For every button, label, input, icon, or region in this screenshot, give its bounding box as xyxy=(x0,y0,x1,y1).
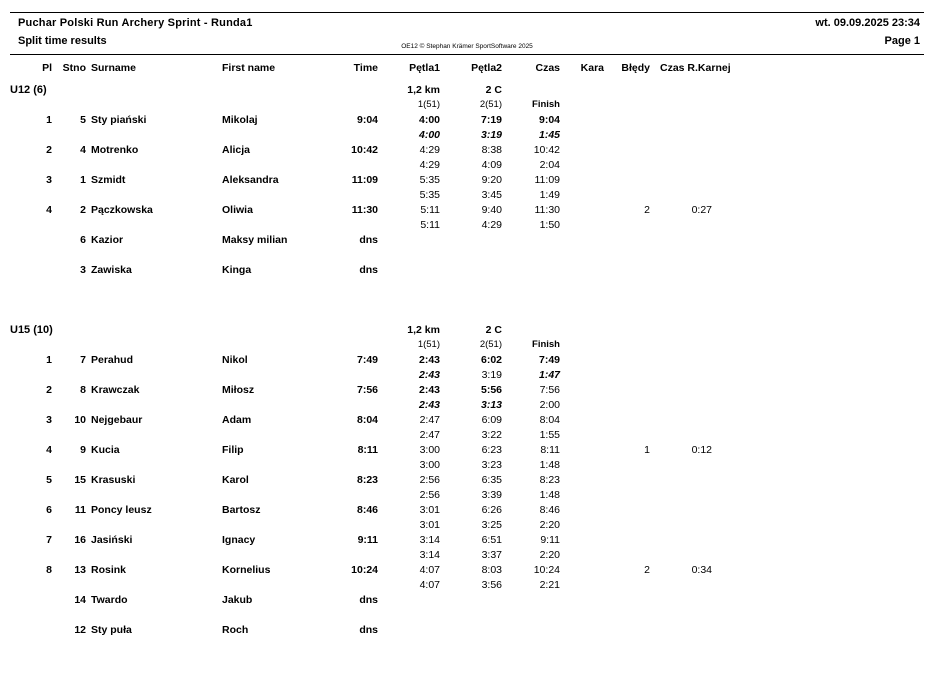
leg-petla1: 2:56 xyxy=(419,489,440,501)
split-petla1: 5:35 xyxy=(419,174,440,186)
leg-finish: 1:48 xyxy=(539,459,560,471)
leg-petla2: 3:23 xyxy=(481,459,502,471)
col-header-stno: Stno xyxy=(62,62,86,74)
surname: Nejgebaur xyxy=(91,414,143,426)
table-row xyxy=(18,564,918,594)
leg-petla1: 2:47 xyxy=(419,429,440,441)
table-row xyxy=(18,444,918,474)
surname: Sty puła xyxy=(91,624,132,636)
table-row xyxy=(18,504,918,534)
leg-petla1: 4:00 xyxy=(418,129,440,141)
results-table xyxy=(10,62,918,654)
table-row xyxy=(18,384,918,414)
col-header-czas: Czas xyxy=(535,62,560,74)
split-finish: 10:24 xyxy=(533,564,560,576)
start-number: 5 xyxy=(80,114,86,126)
leg-petla1: 3:01 xyxy=(419,519,440,531)
leg-petla1: 2:43 xyxy=(418,369,440,381)
surname: Sty piański xyxy=(91,114,147,126)
leg-petla2: 3:25 xyxy=(481,519,502,531)
split-petla2: 7:19 xyxy=(480,114,502,126)
first-name: Ignacy xyxy=(222,534,256,546)
table-row xyxy=(18,414,918,444)
col-header-bledy: Błędy xyxy=(621,62,650,74)
leg-finish: 1:47 xyxy=(538,369,560,381)
status-badge: dns xyxy=(359,264,378,276)
col-header-rkarnej: Czas R.Karnej xyxy=(660,62,731,74)
start-number: 9 xyxy=(80,444,86,456)
surname: Pączkowska xyxy=(91,204,153,216)
place: 5 xyxy=(46,474,52,486)
total-time: 9:11 xyxy=(357,534,378,546)
split-finish: 7:49 xyxy=(538,354,560,366)
place: 1 xyxy=(46,354,52,366)
leg-finish: 1:49 xyxy=(539,189,560,201)
start-number: 16 xyxy=(74,534,86,546)
header-bottom-rule xyxy=(10,54,924,55)
leg-finish: 2:00 xyxy=(539,399,560,411)
bledy: 2 xyxy=(644,204,650,216)
page-header xyxy=(10,12,924,54)
class-header xyxy=(10,84,918,114)
czas-r-karnej: 0:34 xyxy=(691,564,712,576)
first-name: Maksy milian xyxy=(222,234,288,246)
leg-finish: 2:20 xyxy=(539,519,560,531)
czas-control: Finish xyxy=(532,339,560,350)
start-number: 11 xyxy=(74,504,86,516)
total-time: 10:24 xyxy=(351,564,378,576)
split-finish: 8:46 xyxy=(539,504,560,516)
surname: Krasuski xyxy=(91,474,136,486)
split-finish: 10:42 xyxy=(533,144,560,156)
col-header-petla1: Pętla1 xyxy=(409,62,440,74)
total-time: 8:23 xyxy=(356,474,378,486)
split-petla2: 6:35 xyxy=(481,474,502,486)
first-name: Miłosz xyxy=(222,384,255,396)
place: 4 xyxy=(46,444,52,456)
surname: Kazior xyxy=(91,234,124,246)
split-petla2: 6:26 xyxy=(481,504,502,516)
surname: Kucia xyxy=(91,444,120,456)
start-number: 13 xyxy=(74,564,86,576)
split-petla1: 3:00 xyxy=(419,444,440,456)
split-petla1: 4:29 xyxy=(419,144,440,156)
split-petla1: 5:11 xyxy=(420,204,440,216)
col-header-pl: Pl xyxy=(42,62,52,74)
table-column-headers xyxy=(18,62,918,84)
leg-petla2: 4:09 xyxy=(481,159,502,171)
status-badge: dns xyxy=(359,234,378,246)
first-name: Alicja xyxy=(222,144,251,156)
place: 1 xyxy=(46,114,52,126)
table-row xyxy=(18,474,918,504)
split-petla1: 2:47 xyxy=(419,414,440,426)
status-badge: dns xyxy=(359,624,378,636)
leg-petla1: 4:29 xyxy=(419,159,440,171)
leg-petla1: 2:43 xyxy=(418,399,440,411)
split-finish: 8:04 xyxy=(539,414,560,426)
place: 4 xyxy=(46,204,52,216)
table-row xyxy=(18,204,918,234)
leg-petla2: 3:39 xyxy=(481,489,502,501)
first-name: Karol xyxy=(222,474,249,486)
start-number: 6 xyxy=(80,234,86,246)
bledy: 2 xyxy=(644,564,650,576)
start-number: 1 xyxy=(80,174,86,186)
first-name: Adam xyxy=(222,414,252,426)
table-row-dns xyxy=(18,624,918,654)
czas-r-karnej: 0:27 xyxy=(691,204,712,216)
split-petla1: 2:43 xyxy=(418,384,440,396)
leg-finish: 1:55 xyxy=(539,429,560,441)
czas-control: Finish xyxy=(532,99,560,110)
leg-petla1: 3:00 xyxy=(419,459,440,471)
table-row xyxy=(18,174,918,204)
first-name: Filip xyxy=(222,444,244,456)
split-finish: 11:30 xyxy=(534,204,560,216)
leg-petla2: 3:22 xyxy=(481,429,502,441)
first-name: Mikolaj xyxy=(222,114,258,126)
split-petla2: 6:23 xyxy=(481,444,502,456)
leg-petla2: 3:13 xyxy=(480,399,502,411)
place: 7 xyxy=(46,534,52,546)
surname: Rosink xyxy=(91,564,127,576)
first-name: Kornelius xyxy=(222,564,271,576)
leg-petla2: 4:29 xyxy=(481,219,502,231)
first-name: Kinga xyxy=(222,264,252,276)
leg-petla2: 3:37 xyxy=(481,549,502,561)
split-petla1: 2:43 xyxy=(418,354,440,366)
leg-petla1: 5:35 xyxy=(419,189,440,201)
col-header-surname: Surname xyxy=(91,62,136,74)
total-time: 10:42 xyxy=(351,144,378,156)
first-name: Bartosz xyxy=(222,504,261,516)
table-row xyxy=(18,534,918,564)
split-finish: 8:11 xyxy=(540,444,560,456)
table-row-dns xyxy=(18,594,918,624)
leg-petla2: 3:45 xyxy=(481,189,502,201)
leg-petla1: 3:14 xyxy=(419,549,440,561)
software-credit: OE12 © Stephan Krämer SportSoftware 2025 xyxy=(401,43,533,50)
place: 2 xyxy=(46,144,52,156)
start-number: 8 xyxy=(80,384,86,396)
petla1-distance: 1,2 km xyxy=(407,324,440,336)
class-name: U12 (6) xyxy=(10,84,47,96)
split-petla1: 4:00 xyxy=(418,114,440,126)
total-time: 7:49 xyxy=(356,354,378,366)
leg-finish: 2:20 xyxy=(539,549,560,561)
split-petla2: 9:20 xyxy=(481,174,502,186)
place: 2 xyxy=(46,384,52,396)
bledy: 1 xyxy=(644,444,650,456)
surname: Twardo xyxy=(91,594,128,606)
split-finish: 9:04 xyxy=(538,114,560,126)
split-petla2: 8:03 xyxy=(481,564,502,576)
split-petla2: 9:40 xyxy=(481,204,502,216)
petla1-distance: 1,2 km xyxy=(407,84,440,96)
petla1-control: 1(51) xyxy=(417,99,440,110)
start-number: 4 xyxy=(80,144,86,156)
class-spacer xyxy=(18,294,918,324)
split-petla1: 4:07 xyxy=(419,564,440,576)
first-name: Jakub xyxy=(222,594,253,606)
col-header-time: Time xyxy=(353,62,378,74)
surname: Krawczak xyxy=(91,384,140,396)
surname: Perahud xyxy=(91,354,134,366)
leg-petla2: 3:19 xyxy=(480,129,502,141)
split-petla1: 3:14 xyxy=(419,534,440,546)
col-header-first: First name xyxy=(222,62,276,74)
total-time: 9:04 xyxy=(356,114,378,126)
split-petla2: 6:09 xyxy=(481,414,502,426)
total-time: 7:56 xyxy=(356,384,378,396)
leg-petla1: 5:11 xyxy=(420,219,440,231)
surname: Motrenko xyxy=(91,144,139,156)
petla2-distance: 2 C xyxy=(485,84,502,96)
split-petla2: 8:38 xyxy=(481,144,502,156)
table-row xyxy=(18,114,918,144)
leg-petla1: 4:07 xyxy=(419,579,440,591)
total-time: 8:11 xyxy=(357,444,378,456)
report-subtitle: Split time results xyxy=(18,35,107,47)
start-number: 2 xyxy=(80,204,86,216)
total-time: 11:09 xyxy=(351,174,378,186)
event-title: Puchar Polski Run Archery Sprint - Runda1 xyxy=(18,17,253,29)
table-row xyxy=(18,144,918,174)
table-row xyxy=(18,354,918,384)
start-number: 7 xyxy=(80,354,86,366)
czas-r-karnej: 0:12 xyxy=(691,444,712,456)
petla2-control: 2(51) xyxy=(479,99,502,110)
place: 8 xyxy=(46,564,52,576)
class-name: U15 (10) xyxy=(10,324,53,336)
table-row-dns xyxy=(18,234,918,264)
place: 3 xyxy=(46,174,52,186)
split-petla1: 3:01 xyxy=(419,504,440,516)
start-number: 3 xyxy=(80,264,86,276)
leg-finish: 1:48 xyxy=(539,489,560,501)
split-petla2: 6:02 xyxy=(480,354,502,366)
first-name: Roch xyxy=(222,624,249,636)
first-name: Aleksandra xyxy=(222,174,279,186)
first-name: Nikol xyxy=(222,354,248,366)
start-number: 10 xyxy=(74,414,86,426)
leg-petla2: 3:19 xyxy=(481,369,502,381)
surname: Szmidt xyxy=(91,174,126,186)
total-time: 8:04 xyxy=(356,414,378,426)
split-finish: 11:09 xyxy=(534,174,560,186)
petla2-control: 2(51) xyxy=(479,339,502,350)
place: 3 xyxy=(46,414,52,426)
page-number: Page 1 xyxy=(884,35,920,47)
class-sections xyxy=(10,84,918,654)
petla2-distance: 2 C xyxy=(485,324,502,336)
leg-finish: 2:21 xyxy=(539,579,560,591)
total-time: 11:30 xyxy=(351,204,378,216)
col-header-petla2: Pętla2 xyxy=(471,62,502,74)
first-name: Oliwia xyxy=(222,204,253,216)
class-header xyxy=(10,324,918,354)
split-petla2: 5:56 xyxy=(480,384,502,396)
leg-finish: 1:45 xyxy=(538,129,560,141)
leg-finish: 1:50 xyxy=(539,219,560,231)
start-number: 14 xyxy=(74,594,86,606)
surname: Jasiński xyxy=(91,534,133,546)
split-finish: 8:23 xyxy=(539,474,560,486)
print-timestamp: wt. 09.09.2025 23:34 xyxy=(815,17,920,29)
start-number: 12 xyxy=(74,624,86,636)
split-petla2: 6:51 xyxy=(481,534,502,546)
table-row-dns xyxy=(18,264,918,294)
surname: Zawiska xyxy=(91,264,132,276)
header-top-rule xyxy=(10,12,924,13)
leg-petla2: 3:56 xyxy=(481,579,502,591)
col-header-kara: Kara xyxy=(580,62,604,74)
surname: Poncy leusz xyxy=(91,504,152,516)
place: 6 xyxy=(46,504,52,516)
total-time: 8:46 xyxy=(356,504,378,516)
split-finish: 7:56 xyxy=(539,384,560,396)
leg-finish: 2:04 xyxy=(539,159,560,171)
start-number: 15 xyxy=(74,474,86,486)
status-badge: dns xyxy=(359,594,378,606)
split-petla1: 2:56 xyxy=(419,474,440,486)
petla1-control: 1(51) xyxy=(417,339,440,350)
split-finish: 9:11 xyxy=(540,534,560,546)
